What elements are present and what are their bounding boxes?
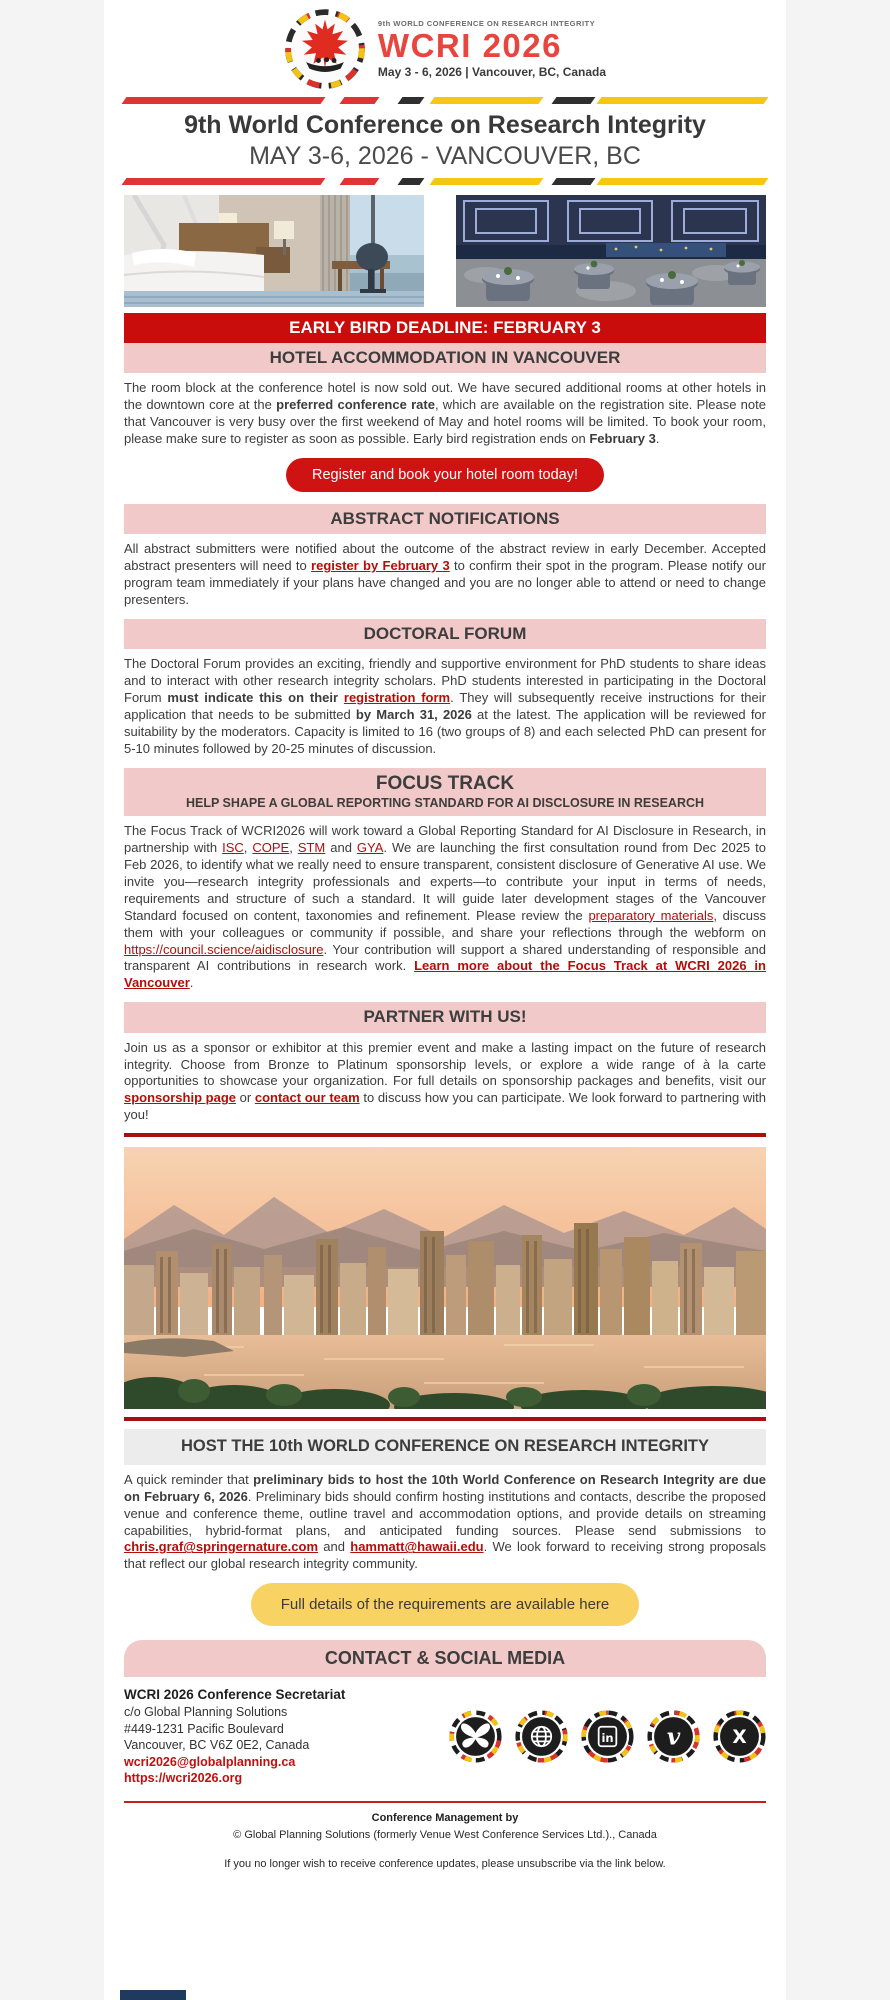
text-run: . We are launching the first consultation round from Dec 2025 to Feb 2026, to identify what we really need to ensure transparent, consistent disclosure of Generative AI use. We invite you—research integrity professionals and experts—to contribute your input in terms of needs, requirements and structure of such a standard. It will guide later development stages of the Vancouver Standard focused on content, taxonomies and refinement. Please review the (124, 840, 766, 923)
inline-link[interactable]: GYA (356, 840, 384, 856)
abstract-notifications-heading: ABSTRACT NOTIFICATIONS (124, 504, 766, 534)
contact-social-heading: CONTACT & SOCIAL MEDIA (124, 1640, 766, 1677)
text-run: . We look forward to receiving strong proposals that reflect our global research integrity community. (124, 1539, 766, 1572)
text-run: . (189, 975, 194, 991)
partial-footer-bar (120, 1990, 186, 2000)
conference-logo (124, 0, 766, 90)
text-run: and (318, 1539, 351, 1555)
email-newsletter (104, 0, 786, 2000)
doctoral-paragraph (124, 656, 766, 757)
text-run: , (289, 840, 298, 856)
footer-divider (124, 1801, 766, 1803)
maple-leaf-logo-icon (284, 8, 366, 90)
text-run: at the latest. The application will be reviewed for suitability by the moderators. Capacity is limited to 16 (two groups of 8) and each selected PhD can present for 5-10 minutes followed by 20-25 minutes of discussion. (124, 706, 766, 756)
linkedin-icon[interactable] (581, 1710, 634, 1763)
divider-dash-yellow (430, 178, 544, 185)
inline-link[interactable]: https://council.science/aidisclosure (124, 941, 324, 957)
text-run: . They will subsequently receive instructions for their application that needs to be submitted (124, 689, 766, 722)
inline-link[interactable]: sponsorship page (124, 1090, 236, 1106)
contact-website-link[interactable]: https://wcri2026.org (124, 1771, 243, 1786)
vancouver-skyline-photo (124, 1147, 766, 1409)
contact-line: #449-1231 Pacific Boulevard (124, 1721, 284, 1736)
inline-link[interactable]: registration form (343, 689, 451, 705)
divider-dash-red (340, 97, 380, 104)
logo-tagline: 9th WORLD CONFERENCE ON RESEARCH INTEGRITY (377, 18, 596, 28)
divider-dash-red (122, 97, 326, 104)
text-run: preferred conference rate (276, 397, 435, 413)
text-run: . (655, 430, 660, 446)
text-run: All abstract submitters were notified about the outcome of the abstract review in early December. Accepted abstract presenters will need to (124, 541, 766, 574)
bluesky-butterfly-icon[interactable] (449, 1710, 502, 1763)
text-run: to confirm their spot in the program. Please notify our program team immediately if your plans have changed and you are no longer able to attend or need to change presenters. (124, 558, 766, 607)
text-run: Join us as a sponsor or exhibitor at this premier event and make a lasting impact on the future of research integrity. Choose from Bronze to Platinum sponsorship levels, or explore a wide range of à la carte opportunities to showcase your organization. For full details on sponsorship packages and benefits, visit our (124, 1039, 766, 1089)
divider-dash-yellow (597, 178, 769, 185)
unsubscribe-note: If you no longer wish to receive conference updates, please unsubscribe via the link below. (224, 1857, 666, 1870)
hotel-room-photo (124, 195, 424, 307)
red-divider (124, 1417, 766, 1421)
text-run: and (325, 840, 357, 856)
tricolor-divider (124, 97, 766, 104)
page-subtitle: MAY 3-6, 2026 - VANCOUVER, BC (249, 141, 641, 170)
divider-dash-yellow (430, 97, 544, 104)
text-run: , (243, 840, 253, 856)
ballroom-photo (456, 195, 766, 307)
divider-dash-red (122, 178, 326, 185)
logo-title: WCRI 2026 (377, 26, 562, 64)
host-wcri-heading: HOST THE 10th WORLD CONFERENCE ON RESEARCH INTEGRITY (124, 1429, 766, 1465)
text-run: . Your contribution will support a shared understanding of responsible and transparent AI contributions in research work. (124, 941, 766, 974)
hotel-paragraph (124, 380, 766, 448)
social-icons (449, 1710, 766, 1763)
globe-icon[interactable] (515, 1710, 568, 1763)
management-org: © Global Planning Solutions (formerly Venue West Conference Services Ltd.)., Canada (233, 1828, 657, 1841)
text-run: or (236, 1090, 255, 1106)
divider-dash-yellow (597, 97, 769, 104)
inline-link[interactable]: preparatory materials (588, 907, 714, 923)
vimeo-icon[interactable] (647, 1710, 700, 1763)
contact-line: Vancouver, BC V6Z 0E2, Canada (124, 1738, 310, 1753)
text-run: The room block at the conference hotel is now sold out. We have secured additional rooms at other hotels in the downtown core at the (124, 380, 766, 413)
partner-paragraph (124, 1040, 766, 1124)
logo-dates: May 3 - 6, 2026 | Vancouver, BC, Canada (377, 65, 607, 80)
text-run: to discuss how you can participate. We look forward to partnering with you! (124, 1090, 766, 1123)
inline-link[interactable]: ISC (222, 840, 244, 856)
text-run: , discuss them with your colleagues or community if possible, and share your reflections through the webform on (124, 907, 767, 940)
focus-track-subtitle: HELP SHAPE A GLOBAL REPORTING STANDARD FOR AI DISCLOSURE IN RESEARCH (185, 796, 705, 811)
text-run: The Focus Track of WCRI2026 will work toward a Global Reporting Standard for AI Disclosure in Research, in partnership with (124, 823, 766, 856)
register-hotel-button[interactable]: Register and book your hotel room today! (286, 458, 604, 492)
red-divider (124, 1133, 766, 1137)
hotel-accommodation-heading: HOTEL ACCOMMODATION IN VANCOUVER (124, 343, 766, 373)
contact-line: c/o Global Planning Solutions (124, 1705, 288, 1720)
focus-track-title: FOCUS TRACK (375, 772, 515, 794)
text-run: The Doctoral Forum provides an exciting, friendly and supportive environment for PhD students to share ideas and to interact with other research integrity scholars. PhD students interested in participating in the Doctoral Forum (124, 656, 766, 705)
text-run: A quick reminder that (124, 1471, 254, 1487)
text-run: , which are available on the registration site. Please note that Vancouver is very busy over the first weekend of May and hotel rooms will be limited. To book your room, please make sure to register as soon as possible. Early bird registration ends on (124, 397, 766, 446)
x-icon[interactable] (713, 1710, 766, 1763)
divider-dash-black (552, 178, 595, 185)
svg-text:X: X (732, 1727, 747, 1749)
partner-heading: PARTNER WITH US! (124, 1002, 766, 1032)
logo-text (378, 19, 606, 80)
focus-track-heading (124, 768, 766, 817)
inline-link[interactable]: STM (297, 840, 326, 856)
management-label: Conference Management by (371, 1811, 519, 1824)
text-run: must indicate this on their (167, 689, 344, 705)
svg-text:v: v (666, 1723, 681, 1751)
hotel-photos (124, 195, 766, 307)
requirements-details-button[interactable]: Full details of the requirements are available here (251, 1583, 640, 1626)
text-run: . Preliminary bids should confirm hosting institutions and contacts, describe the proposed venue and conference theme, outline travel and accommodation options, and provide details on streaming capabilities, hybrid-format plans, and anticipated funding sources. Please send submissions to (124, 1488, 766, 1538)
inline-link[interactable]: register by February 3 (311, 558, 450, 574)
tricolor-divider (124, 178, 766, 185)
focus-paragraph (124, 823, 766, 992)
secretariat-name: WCRI 2026 Conference Secretariat (124, 1687, 346, 1703)
inline-link[interactable]: contact our team (254, 1090, 360, 1106)
text-run: by March 31, 2026 (355, 706, 472, 722)
divider-dash-red (340, 178, 380, 185)
abstract-paragraph (124, 541, 766, 609)
host-paragraph (124, 1472, 766, 1573)
doctoral-forum-heading: DOCTORAL FORUM (124, 619, 766, 649)
text-run: February 3 (589, 430, 656, 446)
contact-email-link[interactable]: wcri2026@globalplanning.ca (124, 1754, 296, 1769)
inline-link[interactable]: COPE (252, 840, 290, 856)
contact-section (124, 1687, 766, 1787)
contact-info (124, 1687, 424, 1787)
text-run: preliminary bids to host the 10th World Conference on Research Integrity are due on February 6, 2026 (124, 1471, 767, 1504)
page-title: 9th World Conference on Research Integrity (184, 111, 706, 139)
svg-text:in: in (601, 1731, 614, 1746)
divider-dash-black (552, 97, 595, 104)
inline-link[interactable]: chris.graf@springernature.com (124, 1539, 319, 1555)
inline-link[interactable]: Learn more about the Focus Track at WCRI 2026 in Vancouver (124, 958, 766, 991)
early-bird-banner: EARLY BIRD DEADLINE: FEBRUARY 3 (124, 313, 766, 343)
inline-link[interactable]: hammatt@hawaii.edu (350, 1539, 484, 1555)
